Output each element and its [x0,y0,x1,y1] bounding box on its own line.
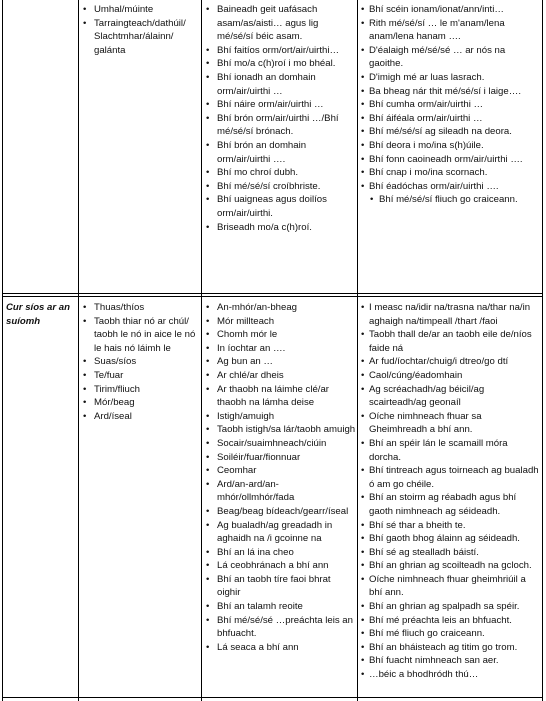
row-divider [2,697,543,698]
list-item: • Bhí an talamh reoite [203,600,356,614]
list-item: • Ceomhar [203,464,356,478]
list-item: • Ba bheag nár thit mé/sé/sí i laige…. [361,85,541,99]
list-item: • I measc na/idir na/trasna na/thar na/in aghaigh na/timpeall /thart /faoi [361,301,541,328]
row-divider [2,296,543,297]
list-item: • Bhí mé préachta leis an bhfuacht. [361,614,541,628]
bottom-col4-cell [361,301,541,682]
list-item: • Bhí gaoth bhog álainn ag séideadh. [361,532,541,546]
list-item: • Ard/an-ard/an-mhór/ollmhór/fada [203,478,356,505]
list-item: • Bhí mé fliuch go craiceann. [361,627,541,641]
list-item: • Bhí éadóchas orm/air/uirthi …. [361,180,541,194]
list-item: • Socair/suaimhneach/ciúin [203,437,356,451]
list-item: • Bhí scéin ionam/ionat/ann/inti… [361,3,541,17]
list-item: • Baineadh geit uafásach asam/as/aisti… agus lig mé/sé/sí béic asam. [203,3,356,44]
list-item: • Bhí an bháisteach ag titim go trom. [361,641,541,655]
table-border [78,0,79,701]
list-item: • D'imigh mé ar luas lasrach. [361,71,541,85]
table-border [201,0,202,701]
list-item: • Te/fuar [80,369,200,383]
table-border [357,0,358,701]
list-item: • Bhí an ghrian ag scoilteadh na gcloch. [361,559,541,573]
list-item: • Beag/beag bídeach/gearr/íseal [203,505,356,519]
list-item: • Taobh istigh/sa lár/taobh amuigh [203,423,356,437]
bottom-col3-cell [203,301,356,654]
list-item: • Suas/síos [80,355,200,369]
list-item: • Bhí brón an domhain orm/air/uirthi …. [203,139,356,166]
list-item: • Bhí fuacht nimhneach san aer. [361,654,541,668]
list-item: • Bhí sé thar a bheith te. [361,519,541,533]
list-item: • Taobh thiar nó ar chúl/ taobh le nó in aice le nó le hais nó láimh le [80,315,200,356]
list-item: • Bhí brón orm/air/uirthi …/Bhí mé/sé/sí brónach. [203,112,356,139]
list-item: • Ag bun an … [203,355,356,369]
list-item: • Mór/beag [80,396,200,410]
list-item: • …béic a bhodhródh thú… [361,668,541,682]
list-item: • Bhí deora i mo/ina s(h)úile. [361,139,541,153]
list-item: • Bhí an lá ina cheo [203,546,356,560]
list-item: • Ard/íseal [80,410,200,424]
list-item: • Ar thaobh na láimhe clé/ar thaobh na lámha deise [203,383,356,410]
list-item: • Bhí cumha orm/air/uirthi … [361,98,541,112]
list-item: • Lá seaca a bhí ann [203,641,356,655]
bottom-col1-cell [6,301,76,328]
list-item: • Ag scréachadh/ag béicil/ag scairteadh/ag geonaíl [361,383,541,410]
list-item: • Bhí ionadh an domhain orm/air/uirthi … [203,71,356,98]
list-item: • Bhí mo chroí dubh. [203,166,356,180]
list-item: • Ag bualadh/ag greadadh in aghaidh na /i gcoinne na [203,519,356,546]
top-col3-cell [203,3,356,234]
list-item: • Caol/cúng/éadomhain [361,369,541,383]
list-item: • Tarraingteach/dathúil/ Slachtmhar/álainn/ galánta [80,17,200,58]
list-item: • Bhí faitíos orm/ort/air/uirthi… [203,44,356,58]
list-item: • Istigh/amuigh [203,410,356,424]
list-item: • Bhí náire orm/air/uirthi … [203,98,356,112]
list-item: • Bhí mé/sé/sé …preáchta leis an bhfuacht. [203,614,356,641]
list-item: • Chomh mór le [203,328,356,342]
list-item: • Bhí an taobh tíre faoi bhrat oighir [203,573,356,600]
list-item: • Umhal/múinte [80,3,200,17]
list-item: • Ar chlé/ar dheis [203,369,356,383]
list-item: • Bhí cnap i mo/ina scornach. [361,166,541,180]
list-item: • Bhí uaigneas agus doilíos orm/air/uirthi. [203,193,356,220]
list-item: • Lá ceobhránach a bhí ann [203,559,356,573]
bottom-col4-list [361,301,541,682]
list-item: • Tirim/fliuch [80,383,200,397]
top-col2-cell [80,3,200,57]
list-item: • Ar fud/íochtar/chuig/i dtreo/go dtí [361,355,541,369]
top-col4-list [361,3,541,207]
list-item: • Bhí an ghrian ag spalpadh sa spéir. [361,600,541,614]
top-col2-list [80,3,200,57]
list-item: • Bhí mé/sé/sí ag sileadh na deora. [361,125,541,139]
list-item: • Bhí áiféala orm/air/uirthi … [361,112,541,126]
list-item: • In íochtar an …. [203,342,356,356]
section-label: Cur síos ar an suíomh [6,302,70,327]
list-item: • Soiléir/fuar/fionnuar [203,451,356,465]
list-item: • An-mhór/an-bheag [203,301,356,315]
top-col3-list [203,3,356,234]
list-item: • D'éalaigh mé/sé/sé … ar nós na gaoithe. [361,44,541,71]
list-item: • Bhí an stoirm ag réabadh agus bhí gaoth nimhneach ag séideadh. [361,491,541,518]
list-item: • Bhí mé/sé/sí croíbhriste. [203,180,356,194]
list-item: • Bhí sé ag stealladh báistí. [361,546,541,560]
bottom-col2-cell [80,301,200,423]
list-item: • Oíche nimhneach fhuar sa Gheimhreadh a bhí ann. [361,410,541,437]
list-item: • Briseadh mo/a c(h)roí. [203,221,356,235]
list-item: • Oíche nimhneach fhuar gheimhriúil a bhí ann. [361,573,541,600]
top-col4-cell [361,3,541,207]
table-border [2,0,3,701]
list-item: • Bhí mé/sé/sí fliuch go craiceann. [361,193,541,207]
list-item: • Taobh thall de/ar an taobh eile de/níos faide ná [361,328,541,355]
bottom-col2-list [80,301,200,423]
list-item: • Thuas/thíos [80,301,200,315]
list-item: • Bhí an spéir lán le scamaill móra dorcha. [361,437,541,464]
list-item: • Bhí tintreach agus toirneach ag bualadh ó am go chéile. [361,464,541,491]
row-divider [2,293,543,294]
list-item: • Rith mé/sé/sí … le m'anam/lena anam/lena hanam …. [361,17,541,44]
table-border [542,0,543,701]
list-item: • Bhí mo/a c(h)roí i mo bhéal. [203,57,356,71]
list-item: • Bhí fonn caoineadh orm/air/uirthi …. [361,153,541,167]
bottom-col3-list [203,301,356,654]
list-item: • Mór millteach [203,315,356,329]
